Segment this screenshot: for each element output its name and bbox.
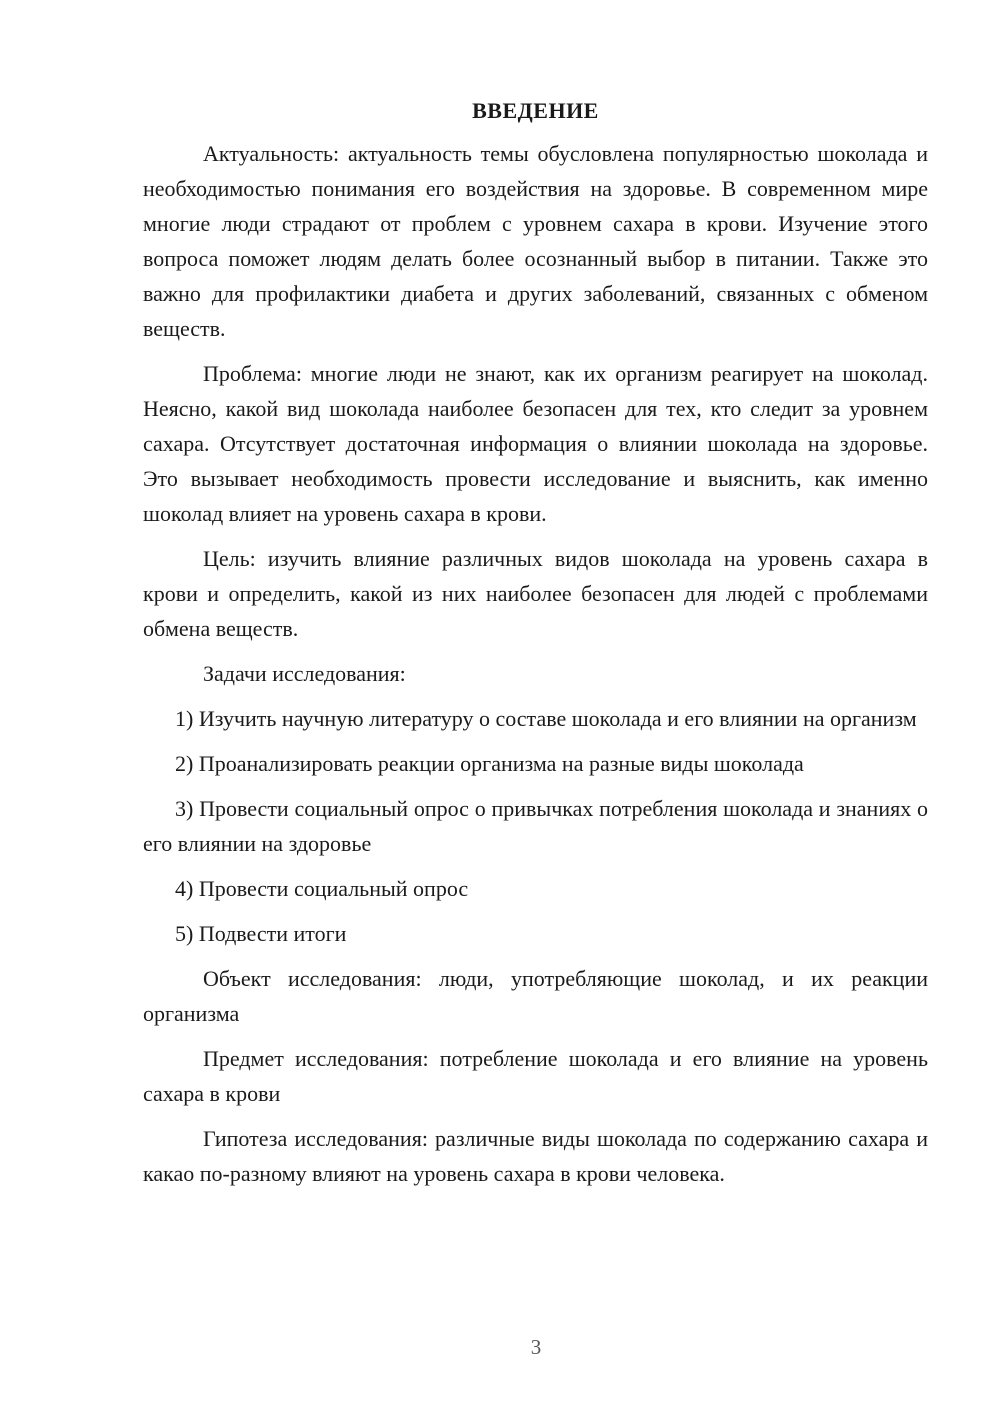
section-title: ВВЕДЕНИЕ [472,98,599,123]
task-item-2: 2) Проанализировать реакции организма на разные виды шоколада [175,751,804,776]
task-item-4: 4) Провести социальный опрос [175,876,469,901]
task-item-5: 5) Подвести итоги [175,921,347,946]
page-number: 3 [530,1335,542,1359]
object-paragraph: Объект исследования: люди, употребляющие шоколад, и их реакции организма [143,966,928,1026]
relevance-paragraph: Актуальность: актуальность темы обусловлена популярностью шоколада и необходимостью понимания его воздействия на здоровье. В современном мире многие люди страдают от проблем с уровнем сахара в крови. Изучение этого вопроса поможет людям делать более осознанный выбор в питании. Также это важно для профилактики диабета и других заболеваний, связанных с обменом веществ. [143,141,928,341]
task-item-3: 3) Провести социальный опрос о привычках потребления шоколада и знаниях о его влиянии на здоровье [143,796,928,856]
task-item-1: 1) Изучить научную литературу о составе шоколада и его влиянии на организм [175,706,917,731]
problem-paragraph: Проблема: многие люди не знают, как их организм реагирует на шоколад. Неясно, какой вид шоколада наиболее безопасен для тех, кто следит за уровнем сахара. Отсутствует достаточная информация о влиянии шоколада на здоровье. Это вызывает необходимость провести исследование и выяснить, как именно шоколад влияет на уровень сахара в крови. [143,361,928,526]
subject-paragraph: Предмет исследования: потребление шоколада и его влияние на уровень сахара в крови [143,1046,928,1106]
document-page [143,96,928,1191]
hypothesis-paragraph: Гипотеза исследования: различные виды шоколада по содержанию сахара и какао по-разному влияют на уровень сахара в крови человека. [143,1126,928,1186]
tasks-heading: Задачи исследования: [203,661,406,686]
goal-paragraph: Цель: изучить влияние различных видов шоколада на уровень сахара в крови и определить, какой из них наиболее безопасен для людей с проблемами обмена веществ. [143,546,928,641]
